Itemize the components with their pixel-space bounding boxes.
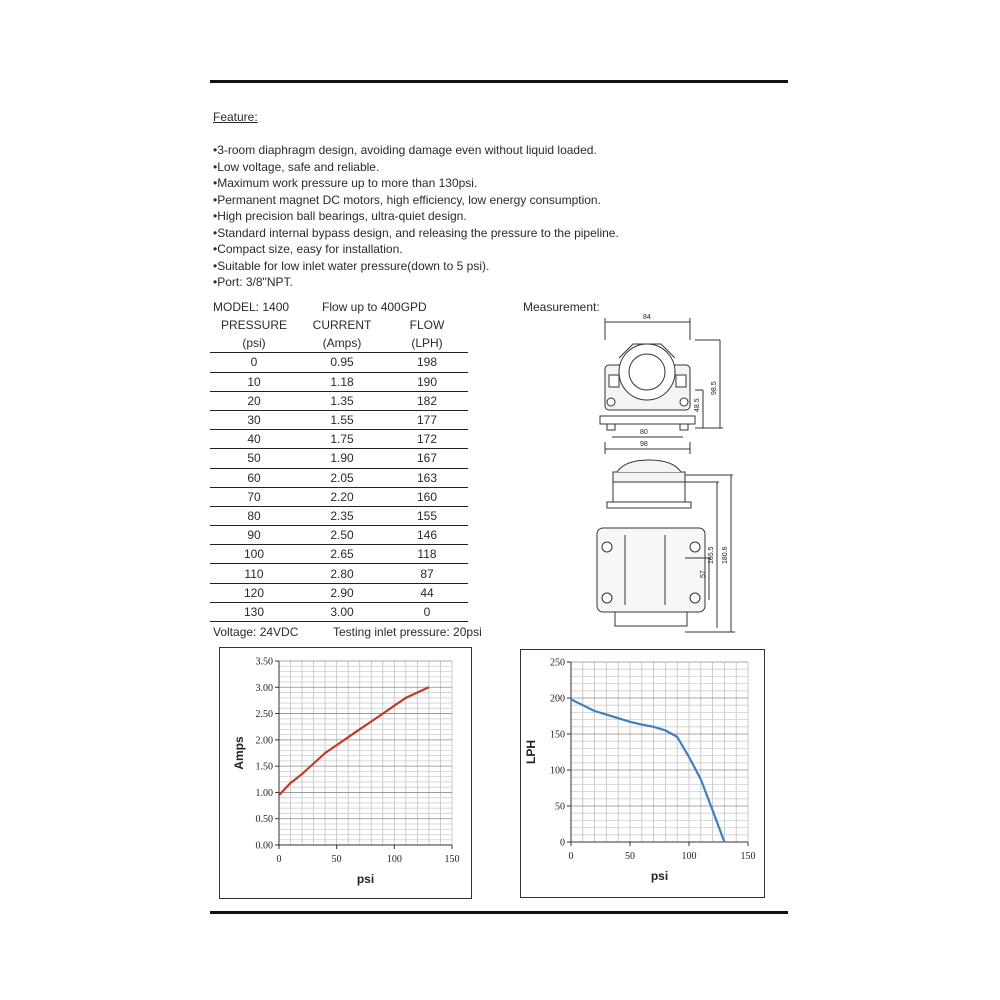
inlet-pressure-label: Testing inlet pressure: 20psi (333, 625, 482, 639)
table-cell: 120 (210, 583, 298, 602)
table-row (210, 449, 468, 468)
table-cell: 1.90 (298, 449, 386, 468)
x-tick-label: 0 (568, 851, 574, 862)
x-tick-label: 150 (740, 851, 756, 862)
y-axis-title: Amps (232, 736, 246, 770)
y-tick-label: 50 (555, 801, 565, 813)
y-tick-label: 0.50 (255, 814, 273, 826)
dim-width-top: 84 (643, 314, 651, 321)
dim-height-short: 48.5 (694, 398, 701, 412)
x-axis-title: psi (650, 869, 669, 883)
table-cell: 163 (386, 468, 468, 487)
spec-table (210, 316, 468, 622)
y-tick-label: 100 (550, 765, 565, 777)
feature-item: •Low voltage, safe and reliable. (213, 159, 380, 174)
voltage-label: Voltage: 24VDC (213, 625, 299, 639)
table-header-row (210, 316, 468, 334)
table-cell: (psi) (210, 334, 298, 353)
x-tick-label: 50 (625, 851, 635, 862)
dim-width-base-inner: 80 (640, 429, 648, 436)
table-row (210, 430, 468, 449)
y-tick-label: 2.00 (255, 735, 273, 747)
table-row (210, 526, 468, 545)
table-cell: 30 (210, 410, 298, 429)
table-row (210, 410, 468, 429)
table-cell: 2.80 (298, 564, 386, 583)
table-cell: 0 (386, 602, 468, 621)
table-cell: 3.00 (298, 602, 386, 621)
table-row (210, 372, 468, 391)
table-cell: 118 (386, 545, 468, 564)
table-row (210, 602, 468, 621)
table-cell: 87 (386, 564, 468, 583)
x-tick-label: 100 (386, 854, 402, 865)
table-cell: 110 (210, 564, 298, 583)
table-cell: 10 (210, 372, 298, 391)
table-row (210, 564, 468, 583)
y-tick-label: 3.50 (255, 656, 273, 668)
feature-item: •High precision ball bearings, ultra-quiet design. (213, 209, 467, 223)
table-cell: 2.50 (298, 526, 386, 545)
table-cell: 1.75 (298, 430, 386, 449)
table-cell: CURRENT (312, 318, 372, 333)
feature-item: •Maximum work pressure up to more than 130psi. (213, 176, 478, 190)
lph-chart-frame (520, 649, 765, 898)
table-cell: 100 (210, 545, 298, 564)
table-cell: 155 (386, 506, 468, 525)
feature-title: Feature: (213, 110, 258, 124)
table-cell: 130 (210, 602, 298, 621)
measurement-label: Measurement: (523, 300, 600, 314)
table-cell: 20 (210, 391, 298, 410)
y-tick-label: 3.00 (255, 682, 273, 694)
table-row (210, 468, 468, 487)
feature-item: •Suitable for low inlet water pressure(down to 5 psi). (213, 258, 490, 273)
dim-side-b: 165.5 (708, 546, 715, 564)
table-cell: 2.65 (298, 545, 386, 564)
table-cell: 60 (210, 468, 298, 487)
table-cell: 1.35 (298, 391, 386, 410)
table-row (210, 583, 468, 602)
table-cell: 50 (210, 449, 298, 468)
table-cell: 198 (386, 353, 468, 372)
table-row (210, 545, 468, 564)
table-cell: 90 (210, 526, 298, 545)
table-cell: (Amps) (298, 334, 386, 353)
x-tick-label: 50 (331, 854, 342, 865)
y-tick-label: 1.00 (255, 787, 273, 799)
table-cell: 2.20 (298, 487, 386, 506)
table-cell: 0.95 (298, 353, 386, 372)
amps-chart (220, 648, 471, 898)
table-cell: 2.35 (298, 506, 386, 525)
table-row (210, 506, 468, 525)
y-tick-label: 0.00 (255, 840, 273, 852)
table-cell: 44 (386, 583, 468, 602)
x-tick-label: 100 (681, 851, 697, 862)
table-cell: 40 (210, 430, 298, 449)
table-cell: 177 (386, 410, 468, 429)
lph-chart (521, 650, 764, 897)
table-row (210, 391, 468, 410)
table-cell: 160 (386, 487, 468, 506)
table-cell: 172 (386, 430, 468, 449)
bottom-divider (210, 911, 788, 914)
feature-item: •Permanent magnet DC motors, high efficiency, low energy consumption. (213, 192, 601, 207)
y-tick-label: 1.50 (255, 761, 273, 773)
table-cell: (LPH) (386, 334, 468, 353)
flow-label: Flow up to 400GPD (322, 300, 427, 314)
table-cell: 182 (386, 391, 468, 410)
table-cell: 1.18 (298, 372, 386, 391)
table-cell: 1.55 (298, 410, 386, 429)
table-cell: 0 (210, 353, 298, 372)
y-tick-label: 250 (550, 657, 565, 669)
table-cell: 2.90 (298, 583, 386, 602)
table-cell: 146 (386, 526, 468, 545)
table-cell: PRESSURE (220, 318, 288, 333)
y-tick-label: 0 (560, 837, 565, 849)
table-cell: 80 (210, 506, 298, 525)
x-axis-title: psi (356, 872, 375, 886)
table-cell: 167 (386, 449, 468, 468)
table-row (210, 353, 468, 372)
feature-item: •Port: 3/8"NPT. (213, 275, 293, 289)
top-divider (210, 80, 788, 83)
model-label: MODEL: 1400 (213, 300, 290, 314)
table-cell: 70 (210, 487, 298, 506)
feature-item: •Standard internal bypass design, and releasing the pressure to the pipeline. (213, 225, 619, 240)
feature-item: •3-room diaphragm design, avoiding damage even without liquid loaded. (213, 143, 597, 157)
table-row (210, 487, 468, 506)
table-cell: FLOW (409, 318, 445, 333)
y-tick-label: 2.50 (255, 709, 273, 721)
table-cell: 2.05 (298, 468, 386, 487)
table-units-row (210, 334, 468, 353)
dim-width-base-outer: 98 (640, 441, 648, 448)
amps-chart-frame (219, 647, 472, 899)
dim-side-a: 57 (700, 570, 707, 578)
dim-side-c: 180.6 (722, 546, 729, 564)
feature-item: •Compact size, easy for installation. (213, 242, 403, 256)
pump-dimension-drawing (585, 310, 745, 640)
dim-height-tall: 98.5 (711, 381, 718, 395)
series-line (279, 687, 429, 795)
feature-list (213, 142, 619, 291)
table-cell: 190 (386, 372, 468, 391)
y-tick-label: 200 (550, 693, 565, 705)
x-tick-label: 0 (276, 854, 282, 865)
y-axis-title: LPH (524, 740, 538, 764)
y-tick-label: 150 (550, 729, 565, 741)
x-tick-label: 150 (444, 854, 460, 865)
